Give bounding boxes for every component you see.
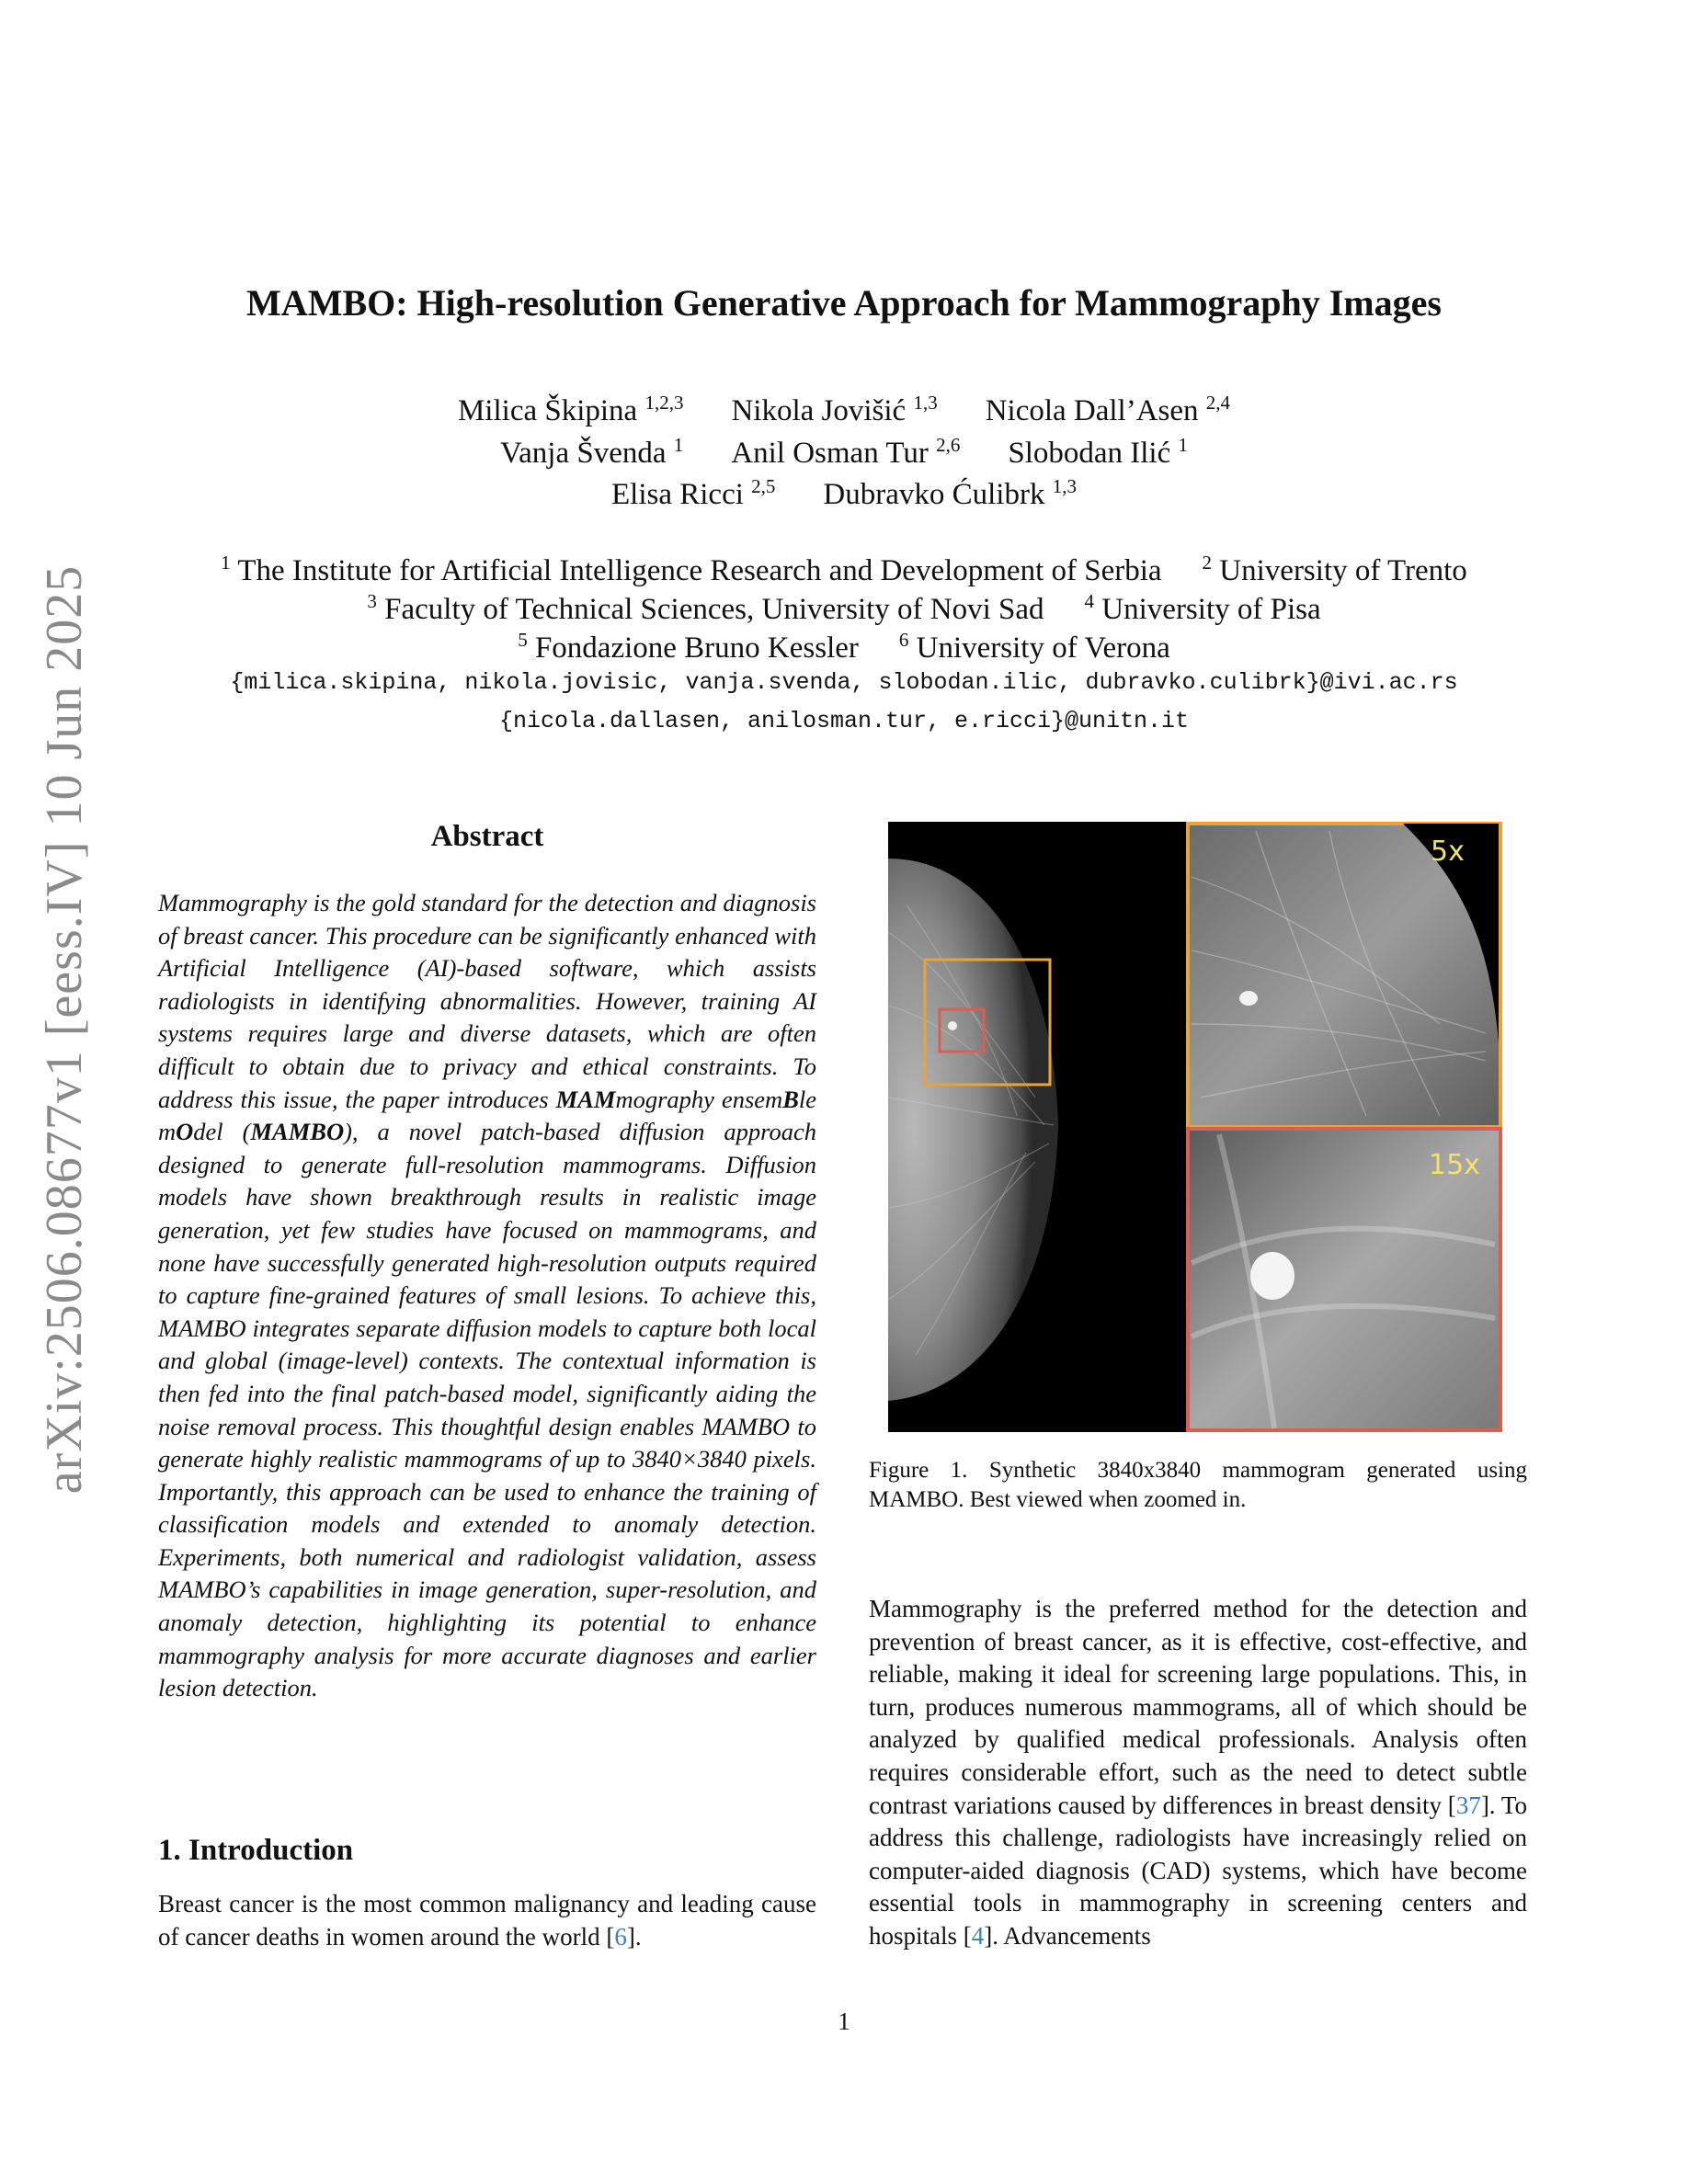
affiliation: $^4$ University of Pisa: [1084, 590, 1321, 626]
author-line: [0, 434, 1688, 471]
citation-link[interactable]: 4: [971, 1921, 985, 1950]
author-name: Nicola Dall’Asen $^{2,4}$: [985, 392, 1231, 427]
abstract-text: Mammography is the gold standard for the detection and diagnosis of breast cancer. This procedure can be significantly enhanced with Artificial Intelligence (AI)-based software, which assists radiologists in identifying abnormalities. However, training AI systems requires large and diverse datasets, which are often difficult to obtain due to privacy and ethical constraints. To address this issue, the paper introduces MAMmography ensemBle mOdel (MAMBO), a novel patch-based diffusion approach designed to generate full-resolution mammograms. Diffusion models have shown breakthrough results in realistic image generation, yet few studies have focused on mammograms, and none have successfully generated high-resolution outputs required to capture fine-grained features of small lesions. To achieve this, MAMBO integrates separate diffusion models to capture both local and global (image-level) contexts. The contextual information is then fed into the final patch-based model, significantly aiding the noise removal process. This thoughtful design enables MAMBO to generate highly realistic mammograms of up to 3840×3840 pixels. Importantly, this approach can be used to enhance the training of classification models and extended to anomaly detection. Experiments, both numerical and radiologist validation, assess MAMBO’s capabilities in image generation, super-resolution, and anomaly detection, highlighting its potential to enhance mammography analysis for more accurate diagnoses and earlier lesion detection.: [158, 889, 816, 1702]
affiliation-line: [0, 552, 1688, 588]
introduction-text-col1: Breast cancer is the most common malignancy and leading cause of cancer deaths in women around the world [6].: [158, 1890, 816, 1951]
affiliation: $^1$ The Institute for Artificial Intelligence Research and Development of Serbia: [221, 552, 1162, 587]
page-number: 1: [838, 2008, 850, 2035]
author-name: Anil Osman Tur $^{2,6}$: [731, 434, 961, 470]
email-line-2: {nicola.dallasen, anilosman.tur, e.ricci}@unitn.it: [498, 708, 1190, 734]
author-line: [0, 392, 1688, 428]
author-name: Nikola Jovišić $^{1,3}$: [731, 392, 938, 427]
introduction-text-col2: Mammography is the preferred method for the detection and prevention of breast cancer, as it is effective, cost-effective, and reliable, making it ideal for screening large populations. This, in turn, produces numerous mammograms, all of which should be analyzed by qualified medical professionals. Analysis often requires considerable effort, such as the need to detect subtle contrast variations caused by differences in breast density [37]. To address this challenge, radiologists have increasingly relied on computer-aided diagnosis (CAD) systems, which have become essential tools in mammography in screening centers and hospitals [4]. Advancements: [869, 1595, 1527, 1950]
author-line: [0, 475, 1688, 512]
author-name: Slobodan Ilić $^1$: [1008, 434, 1188, 470]
figure-caption: Figure 1. Synthetic 3840x3840 mammogram generated using MAMBO. Best viewed when zoomed in.: [869, 1458, 1527, 1512]
citation-link[interactable]: 6: [614, 1922, 627, 1951]
affiliation: $^6$ University of Verona: [898, 629, 1170, 665]
affiliation-line: [0, 629, 1688, 665]
author-name: Milica Škipina $^{1,2,3}$: [457, 392, 684, 427]
zoom-label-15x: 15x: [1429, 1149, 1480, 1181]
email-line-1: {milica.skipina, nikola.jovisic, vanja.svenda, slobodan.ilic, dubravko.culibrk}@ivi.ac.rs: [230, 669, 1458, 696]
arxiv-identifier: arXiv:2506.08677v1 [eess.IV] 10 Jun 2025: [36, 564, 93, 1495]
author-name: Vanja Švenda $^1$: [499, 434, 684, 470]
author-name: Elisa Ricci $^{2,5}$: [611, 475, 776, 511]
author-name: Dubravko Ćulibrk $^{1,3}$: [823, 475, 1077, 511]
affiliation: $^5$ Fondazione Bruno Kessler: [518, 629, 859, 665]
zoom-label-5x: 5x: [1431, 836, 1465, 868]
citation-link[interactable]: 37: [1455, 1791, 1481, 1819]
mammogram-image: [888, 822, 1502, 1432]
affiliation: $^3$ Faculty of Technical Sciences, University of Novi Sad: [367, 590, 1044, 626]
section-heading-introduction: 1. Introduction: [158, 1834, 354, 1867]
affiliation-line: [0, 590, 1688, 627]
affiliation: $^2$ University of Trento: [1202, 552, 1467, 587]
abstract-heading: Abstract: [430, 820, 544, 853]
paper-title: MAMBO: High-resolution Generative Approach for Mammography Images: [246, 282, 1442, 324]
figure-mammogram: [888, 822, 1502, 1432]
